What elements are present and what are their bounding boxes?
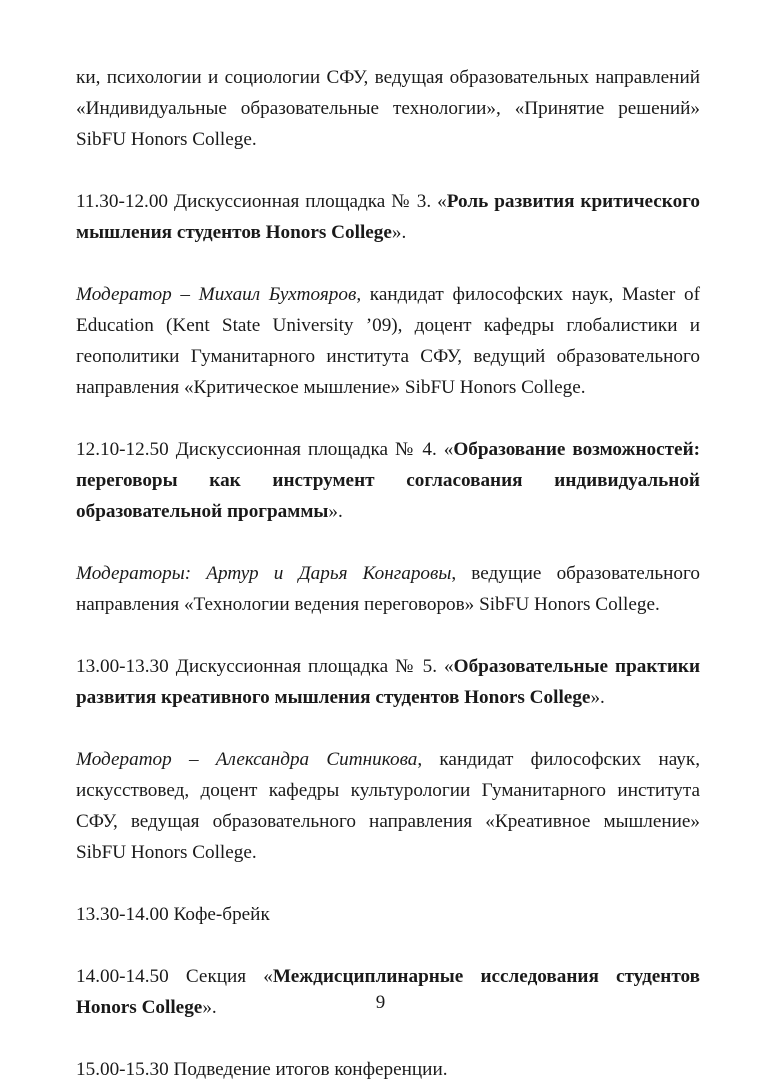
moderator-4-role: Модераторы: Артур и Дарья Конгаровы	[76, 563, 452, 584]
intro-text: ки, психологии и социологии СФУ, ведущая образовательных направлений «Индивидуальные образовательные технологии», «Принятие решений» SibFU Honors College.	[76, 67, 700, 150]
document-body	[76, 62, 700, 1085]
session-4-time: 12.10-12.50	[76, 439, 169, 460]
session-3-title: Роль развития критического мышления студентов Honors College	[76, 191, 701, 243]
session-3-heading	[76, 186, 700, 248]
session-5-time: 13.00-13.30	[76, 656, 169, 677]
session-3-close: ».	[391, 222, 407, 243]
moderator-3-role: Модератор – Михаил Бухтояров	[76, 284, 357, 305]
coffee-time: 13.30-14.00	[76, 904, 169, 925]
moderator-5-desc: , кандидат философских наук, искусствовед, доцент кафедры культурологии Гуманитарного института СФУ, ведущая образовательного направления «Креативное мышление» SibFU Honors College.	[76, 749, 700, 863]
intro-paragraph	[76, 62, 700, 155]
closing-item	[76, 1054, 700, 1085]
section-time: 14.00-14.50	[76, 966, 169, 987]
closing-time: 15.00-15.30	[76, 1059, 169, 1080]
session-5-heading	[76, 651, 700, 713]
session-3-label: Дискуссионная площадка № 3. «	[174, 191, 447, 212]
moderator-4-desc: , ведущие образовательного направления «Технологии ведения переговоров» SibFU Honors College.	[76, 563, 700, 615]
coffee-text: Кофе-брейк	[173, 904, 270, 925]
moderator-3-paragraph	[76, 279, 700, 403]
section-label: Секция «	[185, 966, 273, 987]
closing-text: Подведение итогов конференции.	[173, 1059, 448, 1080]
moderator-4-paragraph	[76, 558, 700, 620]
session-5-label: Дискуссионная площадка № 5. «	[175, 656, 454, 677]
session-4-heading	[76, 434, 700, 527]
session-3-time: 11.30-12.00	[76, 191, 169, 212]
session-4-label: Дискуссионная площадка № 4. «	[175, 439, 454, 460]
moderator-3-desc: , кандидат философских наук, Master of Education (Kent State University ’09), доцент кафедры глобалистики и геополитики Гуманитарного института СФУ, ведущий образовательного направления «Критическое мышление» SibFU Honors College.	[76, 284, 700, 398]
session-4-title: Образование возможностей: переговоры как инструмент согласования индивидуальной образовательной программы	[76, 439, 701, 522]
session-5-title: Образовательные практики развития креативного мышления студентов Honors College	[76, 656, 700, 708]
page-number: 9	[375, 992, 386, 1013]
section-close: ».	[202, 997, 217, 1018]
section-title: Междисциплинарные исследования студентов Honors College	[76, 966, 700, 1018]
session-5-close: ».	[590, 687, 605, 708]
session-4-close: ».	[328, 501, 343, 522]
moderator-5-paragraph	[76, 744, 700, 868]
moderator-5-role: Модератор – Александра Ситникова	[76, 749, 418, 770]
coffee-break	[76, 899, 700, 930]
